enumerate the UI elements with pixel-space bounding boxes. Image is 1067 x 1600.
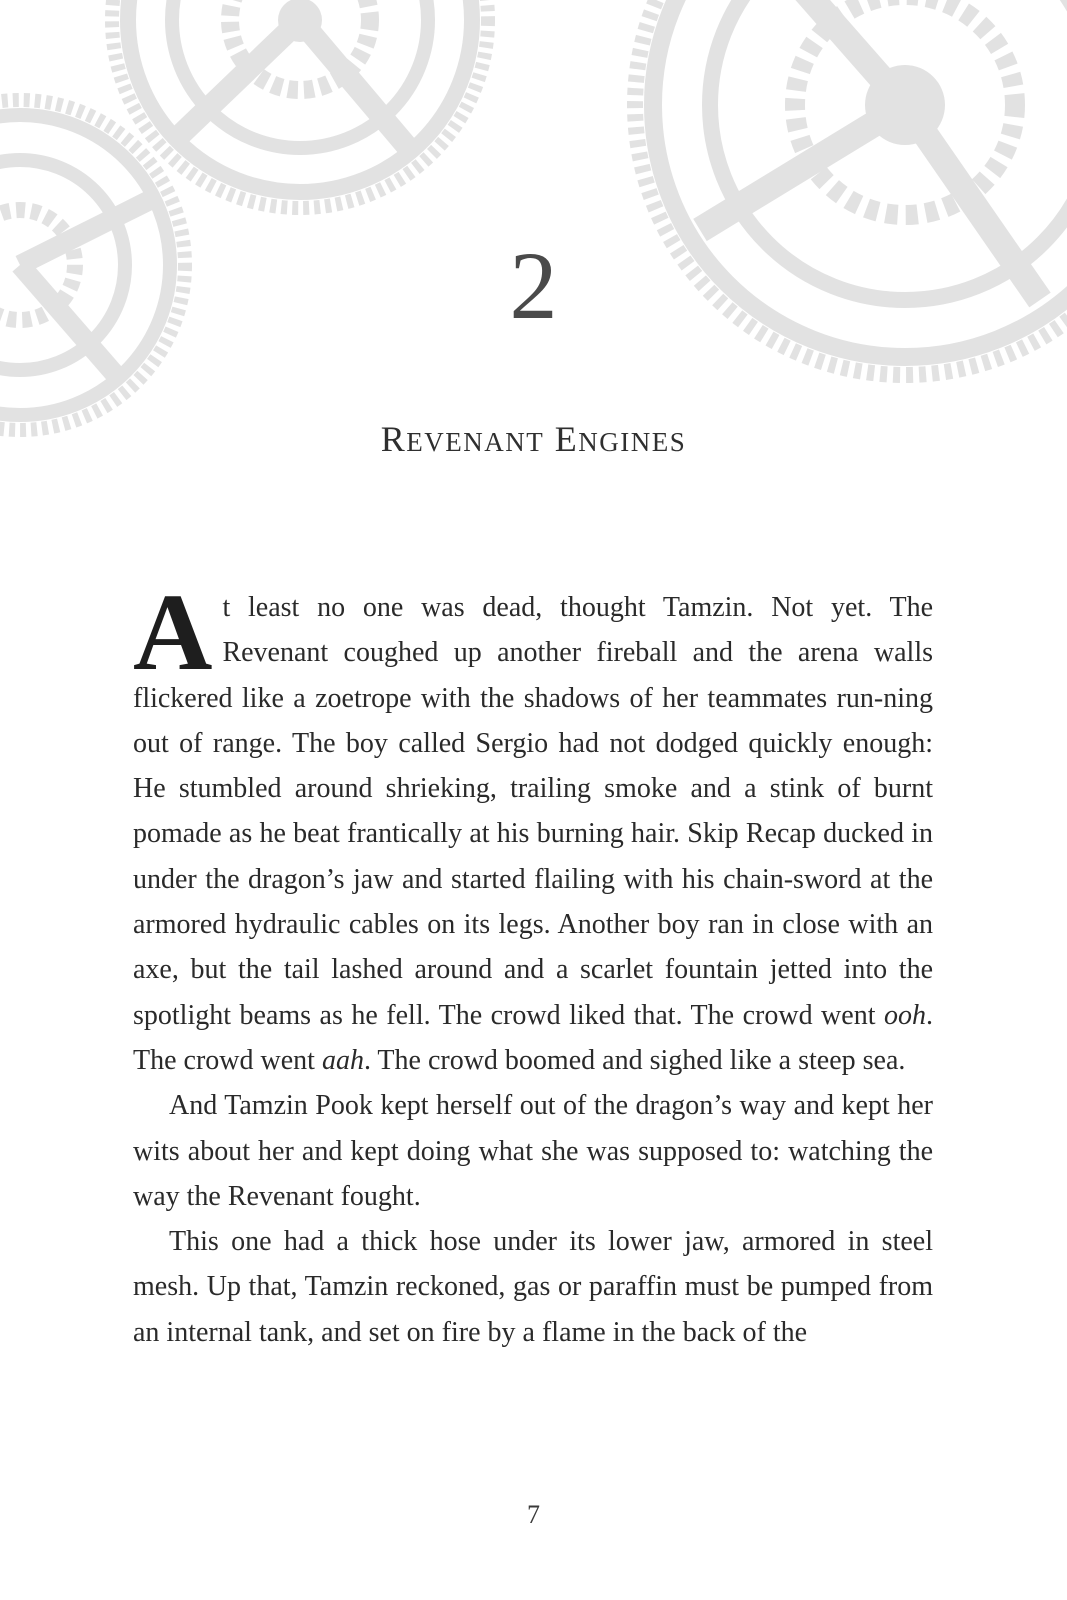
page-number: 7 bbox=[527, 1500, 540, 1529]
chapter-title-word-1: EVENANT bbox=[406, 427, 545, 457]
emphasis-aah: aah bbox=[321, 1044, 364, 1076]
gear-icon bbox=[112, 0, 488, 208]
paragraph-1-text: t least no one was dead, thought Tamzin. Not yet. The Revenant coughed up another fireball and the arena walls flickered like a zoetrope with the shadows of her teammates run-ning out of range. The boy called Sergio had not dodged quickly enough: He stumbled around shrieking, trailing smoke and a stink of burnt pomade as he beat frantically at his burning hair. Skip Recap ducked in under the dragon’s jaw and started flailing with his chain-sword at the armored hydraulic cables on its legs. Another boy ran in close with an axe, but the tail lashed around and a scarlet fountain jetted into the spotlight beams as he fell. The crowd liked that. The crowd went bbox=[133, 592, 933, 1031]
chapter-title bbox=[0, 418, 1067, 460]
chapter-title-initial-2: E bbox=[554, 419, 579, 459]
paragraph-2: And Tamzin Pook kept herself out of the dragon’s way and kept her wits about her and kept doing what she was supposed to: watching the way the Revenant fought. bbox=[133, 1090, 933, 1212]
paragraph-1 bbox=[133, 571, 933, 1083]
paragraph-1-text-3: . The crowd boomed and sighed like a steep sea. bbox=[363, 1044, 906, 1076]
chapter-title-initial-1: R bbox=[380, 419, 407, 459]
drop-cap: A bbox=[133, 571, 213, 693]
paragraph-1-text-2: . The crowd went bbox=[133, 999, 933, 1076]
emphasis-ooh: ooh bbox=[884, 999, 926, 1031]
chapter-body bbox=[133, 571, 933, 1355]
paragraph-3: This one had a thick hose under its lower jaw, armored in steel mesh. Up that, Tamzin reckoned, gas or paraffin must be pumped from an internal tank, and set on fire by a flame in the back of the bbox=[133, 1226, 933, 1348]
chapter-title-word-2: NGINES bbox=[578, 427, 687, 457]
chapter-number: 2 bbox=[509, 232, 558, 339]
